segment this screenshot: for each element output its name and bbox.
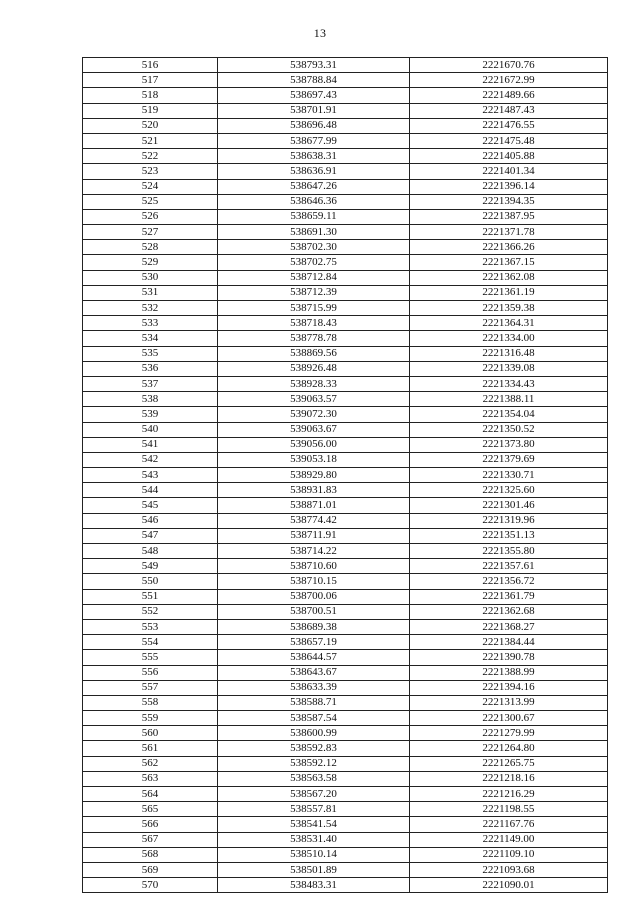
y-coordinate-cell: 2221354.04 — [410, 407, 608, 422]
y-coordinate-cell: 2221325.60 — [410, 483, 608, 498]
point-number-cell: 523 — [83, 164, 218, 179]
point-number-cell: 534 — [83, 331, 218, 346]
x-coordinate-cell: 538793.31 — [218, 58, 410, 73]
x-coordinate-cell: 538697.43 — [218, 88, 410, 103]
x-coordinate-cell: 538659.11 — [218, 209, 410, 224]
table-row — [83, 392, 608, 407]
table-row — [83, 73, 608, 88]
y-coordinate-cell: 2221093.68 — [410, 862, 608, 877]
table-row — [83, 726, 608, 741]
x-coordinate-cell: 538689.38 — [218, 619, 410, 634]
table-row — [83, 133, 608, 148]
point-number-cell: 537 — [83, 376, 218, 391]
point-number-cell: 533 — [83, 316, 218, 331]
y-coordinate-cell: 2221487.43 — [410, 103, 608, 118]
y-coordinate-cell: 2221339.08 — [410, 361, 608, 376]
y-coordinate-cell: 2221361.79 — [410, 589, 608, 604]
table-row — [83, 270, 608, 285]
x-coordinate-cell: 538563.58 — [218, 771, 410, 786]
point-number-cell: 552 — [83, 604, 218, 619]
y-coordinate-cell: 2221475.48 — [410, 133, 608, 148]
x-coordinate-cell: 538483.31 — [218, 878, 410, 893]
point-number-cell: 528 — [83, 240, 218, 255]
table-row — [83, 452, 608, 467]
table-row — [83, 483, 608, 498]
point-number-cell: 556 — [83, 665, 218, 680]
y-coordinate-cell: 2221379.69 — [410, 452, 608, 467]
x-coordinate-cell: 538778.78 — [218, 331, 410, 346]
y-coordinate-cell: 2221672.99 — [410, 73, 608, 88]
point-number-cell: 570 — [83, 878, 218, 893]
point-number-cell: 529 — [83, 255, 218, 270]
x-coordinate-cell: 538657.19 — [218, 635, 410, 650]
y-coordinate-cell: 2221265.75 — [410, 756, 608, 771]
y-coordinate-cell: 2221198.55 — [410, 802, 608, 817]
point-number-cell: 559 — [83, 711, 218, 726]
y-coordinate-cell: 2221362.08 — [410, 270, 608, 285]
y-coordinate-cell: 2221330.71 — [410, 468, 608, 483]
point-number-cell: 555 — [83, 650, 218, 665]
x-coordinate-cell: 538928.33 — [218, 376, 410, 391]
x-coordinate-cell: 538714.22 — [218, 544, 410, 559]
y-coordinate-cell: 2221167.76 — [410, 817, 608, 832]
x-coordinate-cell: 538710.60 — [218, 559, 410, 574]
x-coordinate-cell: 538588.71 — [218, 695, 410, 710]
y-coordinate-cell: 2221387.95 — [410, 209, 608, 224]
x-coordinate-cell: 538700.51 — [218, 604, 410, 619]
y-coordinate-cell: 2221264.80 — [410, 741, 608, 756]
point-number-cell: 536 — [83, 361, 218, 376]
table-row — [83, 619, 608, 634]
table-row — [83, 665, 608, 680]
table-row — [83, 118, 608, 133]
table-row — [83, 817, 608, 832]
x-coordinate-cell: 538587.54 — [218, 711, 410, 726]
point-number-cell: 548 — [83, 544, 218, 559]
coordinates-table-body — [83, 58, 608, 893]
y-coordinate-cell: 2221390.78 — [410, 650, 608, 665]
point-number-cell: 522 — [83, 149, 218, 164]
table-row — [83, 878, 608, 893]
table-row — [83, 650, 608, 665]
x-coordinate-cell: 538501.89 — [218, 862, 410, 877]
x-coordinate-cell: 538718.43 — [218, 316, 410, 331]
y-coordinate-cell: 2221216.29 — [410, 787, 608, 802]
point-number-cell: 518 — [83, 88, 218, 103]
table-row — [83, 58, 608, 73]
y-coordinate-cell: 2221489.66 — [410, 88, 608, 103]
x-coordinate-cell: 538691.30 — [218, 225, 410, 240]
x-coordinate-cell: 539072.30 — [218, 407, 410, 422]
point-number-cell: 541 — [83, 437, 218, 452]
table-row — [83, 847, 608, 862]
x-coordinate-cell: 538710.15 — [218, 574, 410, 589]
point-number-cell: 562 — [83, 756, 218, 771]
point-number-cell: 540 — [83, 422, 218, 437]
x-coordinate-cell: 538510.14 — [218, 847, 410, 862]
y-coordinate-cell: 2221362.68 — [410, 604, 608, 619]
x-coordinate-cell: 538715.99 — [218, 301, 410, 316]
y-coordinate-cell: 2221405.88 — [410, 149, 608, 164]
y-coordinate-cell: 2221670.76 — [410, 58, 608, 73]
table-row — [83, 209, 608, 224]
y-coordinate-cell: 2221319.96 — [410, 513, 608, 528]
point-number-cell: 519 — [83, 103, 218, 118]
table-row — [83, 376, 608, 391]
point-number-cell: 530 — [83, 270, 218, 285]
table-row — [83, 604, 608, 619]
x-coordinate-cell: 538700.06 — [218, 589, 410, 604]
x-coordinate-cell: 538696.48 — [218, 118, 410, 133]
point-number-cell: 546 — [83, 513, 218, 528]
table-row — [83, 194, 608, 209]
x-coordinate-cell: 538636.91 — [218, 164, 410, 179]
point-number-cell: 525 — [83, 194, 218, 209]
table-row — [83, 103, 608, 118]
y-coordinate-cell: 2221301.46 — [410, 498, 608, 513]
y-coordinate-cell: 2221218.16 — [410, 771, 608, 786]
table-row — [83, 437, 608, 452]
table-row — [83, 225, 608, 240]
table-row — [83, 422, 608, 437]
point-number-cell: 531 — [83, 285, 218, 300]
y-coordinate-cell: 2221313.99 — [410, 695, 608, 710]
y-coordinate-cell: 2221300.67 — [410, 711, 608, 726]
point-number-cell: 560 — [83, 726, 218, 741]
x-coordinate-cell: 539056.00 — [218, 437, 410, 452]
point-number-cell: 565 — [83, 802, 218, 817]
x-coordinate-cell: 538702.75 — [218, 255, 410, 270]
table-row — [83, 164, 608, 179]
x-coordinate-cell: 538926.48 — [218, 361, 410, 376]
point-number-cell: 544 — [83, 483, 218, 498]
point-number-cell: 558 — [83, 695, 218, 710]
x-coordinate-cell: 538646.36 — [218, 194, 410, 209]
y-coordinate-cell: 2221394.35 — [410, 194, 608, 209]
x-coordinate-cell: 538592.83 — [218, 741, 410, 756]
table-row — [83, 149, 608, 164]
table-row — [83, 574, 608, 589]
y-coordinate-cell: 2221356.72 — [410, 574, 608, 589]
y-coordinate-cell: 2221388.99 — [410, 665, 608, 680]
y-coordinate-cell: 2221149.00 — [410, 832, 608, 847]
x-coordinate-cell: 538774.42 — [218, 513, 410, 528]
y-coordinate-cell: 2221361.19 — [410, 285, 608, 300]
y-coordinate-cell: 2221373.80 — [410, 437, 608, 452]
point-number-cell: 564 — [83, 787, 218, 802]
point-number-cell: 517 — [83, 73, 218, 88]
x-coordinate-cell: 538711.91 — [218, 528, 410, 543]
x-coordinate-cell: 538592.12 — [218, 756, 410, 771]
table-row — [83, 711, 608, 726]
x-coordinate-cell: 538869.56 — [218, 346, 410, 361]
x-coordinate-cell: 538600.99 — [218, 726, 410, 741]
point-number-cell: 547 — [83, 528, 218, 543]
point-number-cell: 516 — [83, 58, 218, 73]
y-coordinate-cell: 2221357.61 — [410, 559, 608, 574]
y-coordinate-cell: 2221476.55 — [410, 118, 608, 133]
point-number-cell: 553 — [83, 619, 218, 634]
y-coordinate-cell: 2221334.43 — [410, 376, 608, 391]
y-coordinate-cell: 2221394.16 — [410, 680, 608, 695]
y-coordinate-cell: 2221351.13 — [410, 528, 608, 543]
point-number-cell: 563 — [83, 771, 218, 786]
x-coordinate-cell: 538871.01 — [218, 498, 410, 513]
y-coordinate-cell: 2221396.14 — [410, 179, 608, 194]
point-number-cell: 568 — [83, 847, 218, 862]
y-coordinate-cell: 2221364.31 — [410, 316, 608, 331]
x-coordinate-cell: 539063.67 — [218, 422, 410, 437]
table-row — [83, 361, 608, 376]
point-number-cell: 567 — [83, 832, 218, 847]
table-row — [83, 695, 608, 710]
table-row — [83, 741, 608, 756]
table-row — [83, 528, 608, 543]
point-number-cell: 569 — [83, 862, 218, 877]
point-number-cell: 550 — [83, 574, 218, 589]
table-row — [83, 862, 608, 877]
point-number-cell: 551 — [83, 589, 218, 604]
x-coordinate-cell: 538557.81 — [218, 802, 410, 817]
y-coordinate-cell: 2221359.38 — [410, 301, 608, 316]
x-coordinate-cell: 538644.57 — [218, 650, 410, 665]
y-coordinate-cell: 2221371.78 — [410, 225, 608, 240]
table-row — [83, 771, 608, 786]
y-coordinate-cell: 2221388.11 — [410, 392, 608, 407]
table-row — [83, 346, 608, 361]
table-row — [83, 787, 608, 802]
point-number-cell: 557 — [83, 680, 218, 695]
table-row — [83, 331, 608, 346]
x-coordinate-cell: 538531.40 — [218, 832, 410, 847]
x-coordinate-cell: 538788.84 — [218, 73, 410, 88]
table-row — [83, 407, 608, 422]
table-row — [83, 88, 608, 103]
point-number-cell: 554 — [83, 635, 218, 650]
table-row — [83, 285, 608, 300]
table-row — [83, 559, 608, 574]
point-number-cell: 561 — [83, 741, 218, 756]
y-coordinate-cell: 2221367.15 — [410, 255, 608, 270]
point-number-cell: 545 — [83, 498, 218, 513]
point-number-cell: 527 — [83, 225, 218, 240]
y-coordinate-cell: 2221368.27 — [410, 619, 608, 634]
point-number-cell: 538 — [83, 392, 218, 407]
y-coordinate-cell: 2221316.48 — [410, 346, 608, 361]
table-row — [83, 179, 608, 194]
table-row — [83, 756, 608, 771]
table-row — [83, 832, 608, 847]
table-row — [83, 316, 608, 331]
y-coordinate-cell: 2221279.99 — [410, 726, 608, 741]
point-number-cell: 524 — [83, 179, 218, 194]
x-coordinate-cell: 538677.99 — [218, 133, 410, 148]
table-row — [83, 589, 608, 604]
y-coordinate-cell: 2221366.26 — [410, 240, 608, 255]
y-coordinate-cell: 2221350.52 — [410, 422, 608, 437]
x-coordinate-cell: 538638.31 — [218, 149, 410, 164]
table-row — [83, 498, 608, 513]
point-number-cell: 566 — [83, 817, 218, 832]
table-row — [83, 240, 608, 255]
table-row — [83, 301, 608, 316]
point-number-cell: 532 — [83, 301, 218, 316]
y-coordinate-cell: 2221355.80 — [410, 544, 608, 559]
point-number-cell: 520 — [83, 118, 218, 133]
x-coordinate-cell: 538929.80 — [218, 468, 410, 483]
point-number-cell: 539 — [83, 407, 218, 422]
table-row — [83, 255, 608, 270]
x-coordinate-cell: 538701.91 — [218, 103, 410, 118]
x-coordinate-cell: 538931.83 — [218, 483, 410, 498]
point-number-cell: 526 — [83, 209, 218, 224]
x-coordinate-cell: 538567.20 — [218, 787, 410, 802]
table-row — [83, 680, 608, 695]
table-row — [83, 468, 608, 483]
x-coordinate-cell: 539053.18 — [218, 452, 410, 467]
point-number-cell: 535 — [83, 346, 218, 361]
y-coordinate-cell: 2221090.01 — [410, 878, 608, 893]
y-coordinate-cell: 2221334.00 — [410, 331, 608, 346]
x-coordinate-cell: 538712.84 — [218, 270, 410, 285]
x-coordinate-cell: 538541.54 — [218, 817, 410, 832]
point-number-cell: 542 — [83, 452, 218, 467]
page-number: 13 — [313, 26, 327, 40]
table-row — [83, 635, 608, 650]
point-number-cell: 521 — [83, 133, 218, 148]
table-row — [83, 802, 608, 817]
x-coordinate-cell: 539063.57 — [218, 392, 410, 407]
table-row — [83, 513, 608, 528]
x-coordinate-cell: 538647.26 — [218, 179, 410, 194]
y-coordinate-cell: 2221384.44 — [410, 635, 608, 650]
x-coordinate-cell: 538643.67 — [218, 665, 410, 680]
x-coordinate-cell: 538702.30 — [218, 240, 410, 255]
table-row — [83, 544, 608, 559]
point-number-cell: 549 — [83, 559, 218, 574]
y-coordinate-cell: 2221401.34 — [410, 164, 608, 179]
x-coordinate-cell: 538633.39 — [218, 680, 410, 695]
y-coordinate-cell: 2221109.10 — [410, 847, 608, 862]
x-coordinate-cell: 538712.39 — [218, 285, 410, 300]
point-number-cell: 543 — [83, 468, 218, 483]
coordinates-table — [82, 57, 608, 893]
